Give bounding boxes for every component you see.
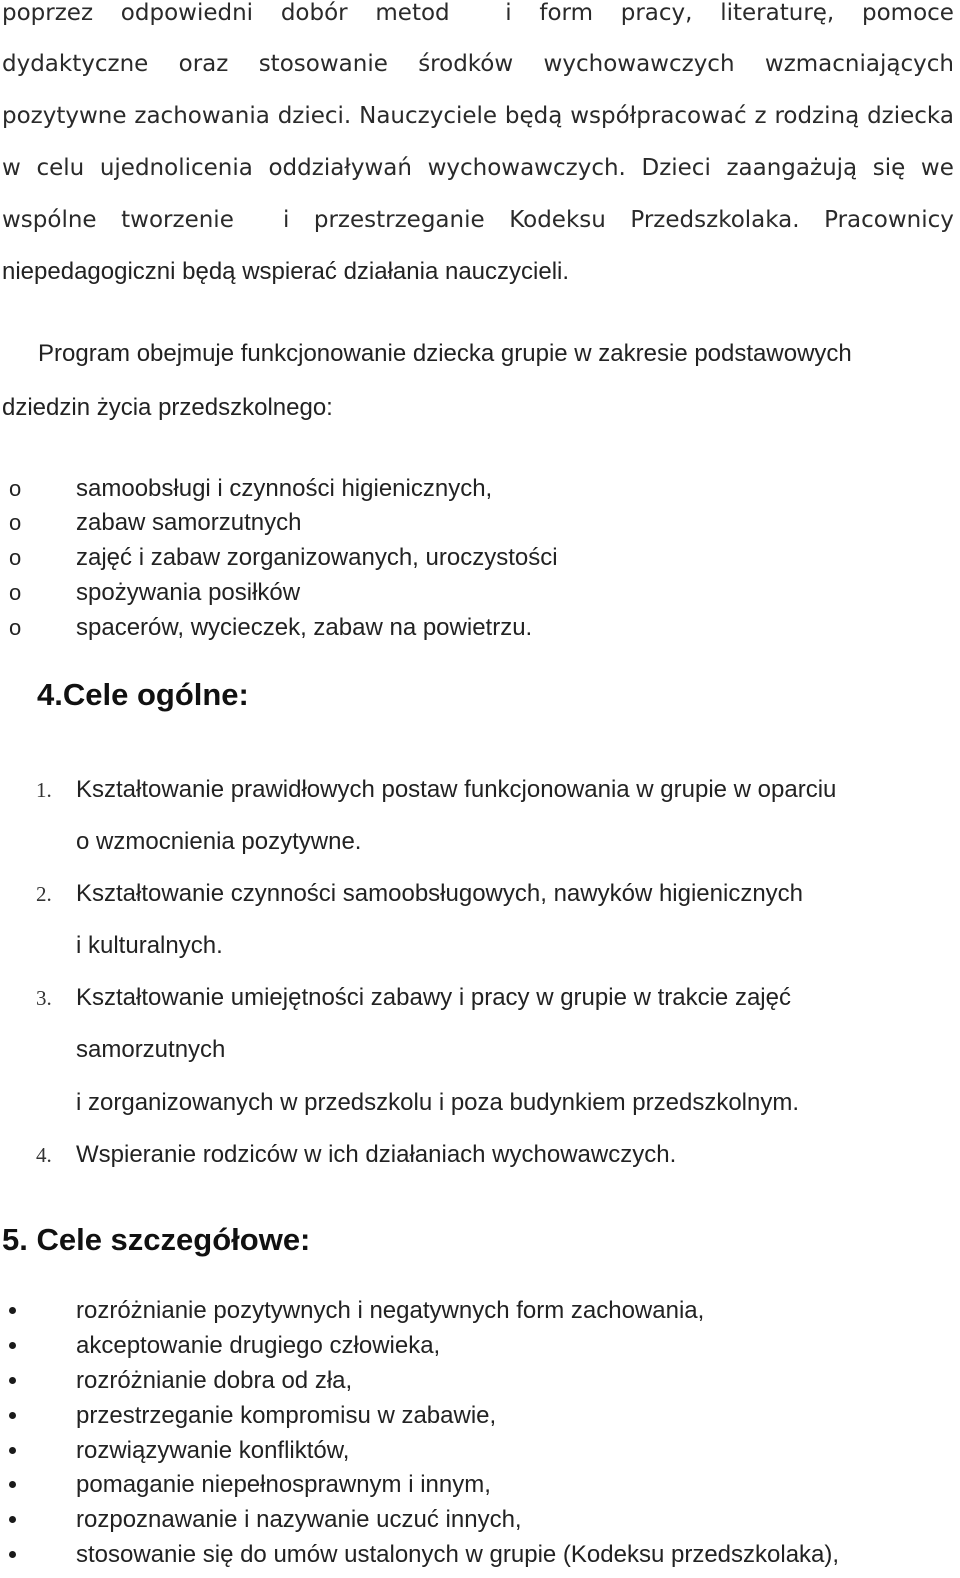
- list-number: 4.: [36, 1143, 52, 1167]
- intro-last-line: niepedagogiczni będą wspierać działania nauczycieli.: [2, 258, 570, 285]
- list-item: rozpoznawanie i nazywanie uczuć innych,: [76, 1506, 522, 1533]
- intro-line: w celu ujednolicenia oddziaływań wychowawczych. Dzieci zaangażują się we: [2, 155, 954, 181]
- bullet-dot: [9, 1377, 16, 1384]
- intro-line: poprzez odpowiedni dobór metod i form pracy, literaturę, pomoce: [2, 0, 954, 26]
- program-line-2: dziedzin życia przedszkolnego:: [2, 394, 333, 421]
- list-item: Wspieranie rodziców w ich działaniach wychowawczych.: [76, 1141, 677, 1168]
- list-item: akceptowanie drugiego człowieka,: [76, 1332, 441, 1359]
- bullet-dot: [9, 1481, 16, 1488]
- list-bullet: o: [9, 476, 22, 501]
- intro-line: dydaktyczne oraz stosowanie środków wychowawczych wzmacniających: [2, 51, 954, 77]
- list-number: 2.: [36, 882, 52, 906]
- bullet-dot: [9, 1342, 16, 1349]
- program-line-1: Program obejmuje funkcjonowanie dziecka grupie w zakresie podstawowych: [38, 340, 852, 367]
- bullet-dot: [9, 1551, 16, 1558]
- section-heading-specific-goals: 5. Cele szczegółowe:: [2, 1222, 311, 1257]
- list-bullet: o: [9, 545, 22, 570]
- list-item: spacerów, wycieczek, zabaw na powietrzu.: [76, 614, 533, 641]
- bullet-dot: [9, 1307, 16, 1314]
- list-number: 3.: [36, 986, 52, 1010]
- list-bullet: o: [9, 580, 22, 605]
- list-item: spożywania posiłków: [76, 579, 301, 606]
- list-item: przestrzeganie kompromisu w zabawie,: [76, 1402, 497, 1429]
- bullet-dot: [9, 1516, 16, 1523]
- list-item-continuation: i kulturalnych.: [76, 932, 223, 959]
- list-item: rozróżnianie dobra od zła,: [76, 1367, 353, 1394]
- intro-line: pozytywne zachowania dzieci. Nauczyciele będą współpracować z rodziną dziecka: [2, 103, 954, 129]
- intro-line: wspólne tworzenie i przestrzeganie Kodeksu Przedszkolaka. Pracownicy: [2, 207, 954, 233]
- list-item: zajęć i zabaw zorganizowanych, uroczystości: [76, 544, 558, 571]
- list-item: pomaganie niepełnosprawnym i innym,: [76, 1471, 491, 1498]
- bullet-dot: [9, 1447, 16, 1454]
- list-item: stosowanie się do umów ustalonych w grupie (Kodeksu przedszkolaka),: [76, 1541, 840, 1568]
- section-heading-general-goals: 4.Cele ogólne:: [37, 677, 249, 712]
- list-item: rozróżnianie pozytywnych i negatywnych form zachowania,: [76, 1297, 705, 1324]
- list-bullet: o: [9, 510, 22, 535]
- bullet-dot: [9, 1412, 16, 1419]
- list-item: zabaw samorzutnych: [76, 509, 302, 536]
- list-item-continuation: i zorganizowanych w przedszkolu i poza budynkiem przedszkolnym.: [76, 1089, 799, 1116]
- list-item: Kształtowanie czynności samoobsługowych, nawyków higienicznych: [76, 880, 804, 907]
- list-item: rozwiązywanie konfliktów,: [76, 1437, 350, 1464]
- list-item: samoobsługi i czynności higienicznych,: [76, 475, 493, 502]
- list-item-continuation: o wzmocnienia pozytywne.: [76, 828, 362, 855]
- list-item: Kształtowanie umiejętności zabawy i pracy w grupie w trakcie zajęć: [76, 984, 791, 1011]
- list-item: Kształtowanie prawidłowych postaw funkcjonowania w grupie w oparciu: [76, 776, 837, 803]
- list-bullet: o: [9, 615, 22, 640]
- list-number: 1.: [36, 778, 52, 802]
- list-item-continuation: samorzutnych: [76, 1036, 226, 1063]
